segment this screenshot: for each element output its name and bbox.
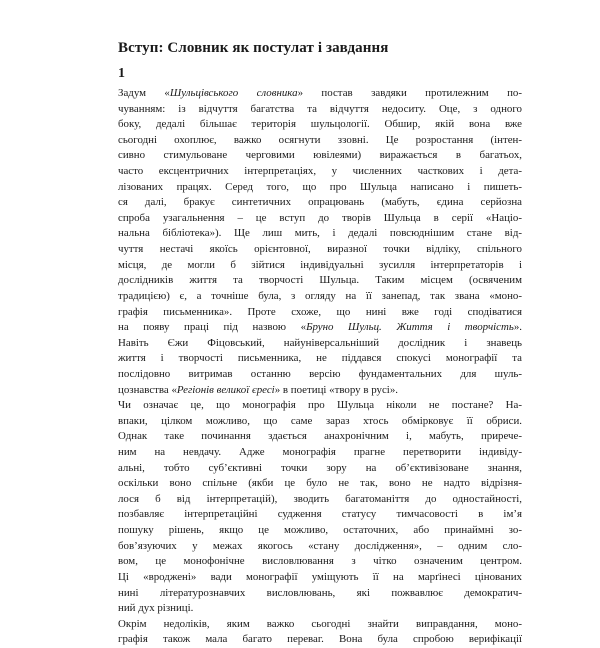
text-line [118,211,522,227]
text-segment: Однак таке починання здається анахронічним і, мабуть, прирече- [118,430,522,443]
text-line [118,289,522,305]
text-segment: нальна бібліотека»). Ще лиш мить, і дедалі повсюднішим стане від- [118,227,522,240]
italic-title: Бруно Шульц. Життя і творчість [306,321,514,334]
text-segment: традицією) є, а точніше була, з огляду на її занепад, так звана «моно- [118,289,522,302]
text-line [118,148,522,164]
text-line [118,195,522,211]
text-segment: лося б від інтерпретацій), зводить багатоманіття до одностайності, [118,492,522,505]
text-line [118,336,522,352]
text-line [118,273,522,289]
section-number: 1 [118,66,125,81]
text-segment: оскільки воно спільне (якби це було не так, воно не надто відрізня- [118,477,522,490]
text-segment: ». [513,321,523,334]
text-segment: вом, це монофонічне висловлювання з чітко означеним центром. [118,555,522,568]
text-line [118,554,522,570]
text-segment: Задум « [118,87,170,99]
text-segment: Чи означає це, що монографія про Шульца ніколи не постане? На- [118,399,522,412]
text-segment: впаки, цілком можливо, що саме зараз хтось обмірковує її обриси. [118,414,522,427]
text-segment: на появу праці під назвою « [118,321,307,334]
text-segment: сивно стимульоване черговими ювілеями) виражається в багатьох, [118,149,522,162]
text-line [118,258,522,274]
text-segment: сьогодні охоплює, важко осягнути ззовні. Це розростання (інтен- [118,133,522,146]
text-segment: ний дух різниці. [118,602,194,615]
text-segment: боку, дедалі більшає територія шульцології. Обшир, якій вона вже [118,118,522,131]
text-segment: лізованих працях. Серед того, що про Шульца написано і пишеть- [118,180,522,193]
text-line [118,414,522,430]
text-line [118,601,522,617]
text-line [118,523,522,539]
text-line [118,226,522,242]
text-line [118,632,522,648]
text-segment: спроба узагальнення – це вступ до творів Шульца в серії «Націо- [118,211,522,224]
text-segment: графія письменника». Проте схоже, що нині вже годі сподіватися [118,305,522,318]
text-segment: » в поетиці «твору в русі». [274,383,398,396]
text-line [118,476,522,492]
text-line [118,180,522,196]
text-line [118,429,522,445]
text-segment: чуванням: із відчуття багатства та відчуття недоситу. Оце, з одного [118,102,522,115]
chapter-title: Вступ: Словник як постулат і завдання [118,40,389,56]
text-line [118,242,522,258]
text-line [118,367,522,383]
italic-title: Шульцівського словника [169,87,298,99]
text-line [118,461,522,477]
text-segment: послідовно витримав останню версію фундаментальних для шуль- [118,367,522,380]
text-segment: нині літературознавчих висловлювань, які пожвавлює демократич- [118,586,522,599]
text-line [118,492,522,508]
text-line [118,383,522,399]
text-line [118,539,522,555]
text-segment: часто ексцентричних інтерпретаціях, у численних часткових і дета- [118,165,522,178]
text-segment: ним на невдачу. Адже монографія прагне перетворити індивіду- [118,446,522,459]
text-segment: Навіть Єжи Фіцовський, найуніверсальніший дослідник і знавець [118,336,522,349]
text-line [118,351,522,367]
text-line [118,445,522,461]
text-line [118,320,522,336]
text-segment: Окрім недоліків, яким важко сьогодні знайти виправдання, моно- [118,617,522,630]
text-line [118,164,522,180]
text-segment: дослідників життя та творчості Шульца. Таким місцем (освяченим [118,274,522,287]
text-segment: чуття нестачі якоїсь орієнтовної, виразної точки відліку, спільного [118,243,522,256]
text-line [118,117,522,133]
text-line [118,86,522,102]
text-line [118,305,522,321]
text-segment: пошуку рішень, якщо це можливо, остаточних, або принаймні зо- [118,524,522,537]
text-segment: життя і творчості письменника, не піддався спокусі монографії та [118,352,522,365]
text-segment: цознавства « [118,383,177,396]
text-segment: Ці «вроджені» вади монографії уміщують її на марґінесі цінованих [118,570,522,583]
text-line [118,617,522,633]
text-line [118,570,522,586]
text-line [118,133,522,149]
text-line [118,507,522,523]
text-segment: бов’язуючих у межах якогось «стану дослідження», – одним сло- [118,539,522,552]
text-line [118,102,522,118]
text-segment: » постав завдяки протилежним по- [297,87,522,99]
italic-title: Регіонів великої єресі [176,383,275,396]
text-line [118,586,522,602]
text-line [118,398,522,414]
text-segment: позбавляє інтерпретаційні судження статусу тимчасовості в ім’я [118,508,522,521]
text-segment: місця, де могли б зійтися індивідуальні зусилля інтерпретаторів і [118,258,522,271]
body-text [118,86,522,648]
text-segment: альні, тобто суб’єктивні точки зору на об’єктивізоване знання, [118,461,522,474]
text-segment: графія також мала багато переваг. Вона була спробою верифікації [118,633,522,646]
text-segment: ся далі, бракує синтетичних опрацювань (мабуть, єдина серйозна [118,196,522,209]
